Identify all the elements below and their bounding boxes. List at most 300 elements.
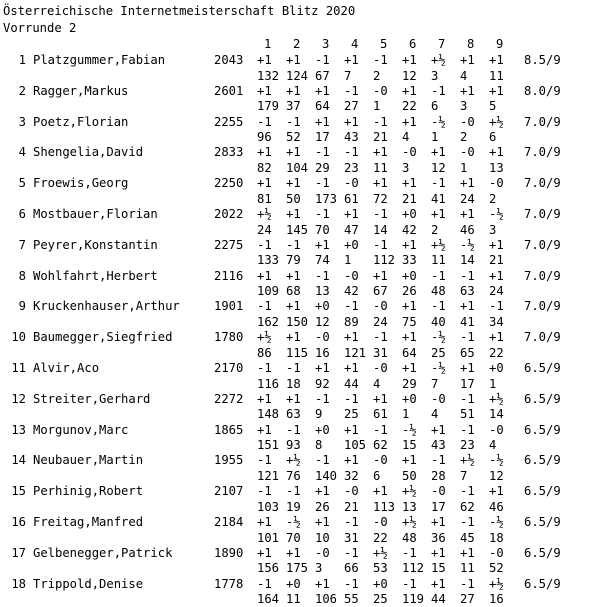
- player-name: Baumegger,Siegfried: [33, 330, 173, 345]
- player-rank: 16: [11, 515, 26, 529]
- round-header-8: 8: [467, 37, 475, 51]
- round-result: -1: [257, 453, 272, 468]
- round-result: +0: [402, 268, 417, 283]
- round-opponent: 119: [402, 592, 425, 607]
- player-name: Ragger,Markus: [33, 83, 129, 98]
- round-result: -1: [344, 545, 359, 560]
- round-result: -1: [460, 576, 475, 591]
- round-result: -1: [373, 330, 388, 345]
- round-result: -0: [373, 453, 388, 468]
- round-result: +0: [402, 207, 417, 221]
- round-result: +½: [257, 330, 272, 345]
- round-result: +1: [402, 299, 417, 314]
- player-score: 6.5/9: [524, 361, 561, 375]
- round-header-5: 5: [380, 37, 388, 51]
- round-opponent: 42: [344, 284, 359, 299]
- player-score: 6.5/9: [524, 453, 561, 468]
- player-rating: 1890: [214, 545, 244, 560]
- round-opponent: 121: [257, 468, 280, 483]
- player-score: 7.0/9: [524, 268, 561, 283]
- round-result: +1: [315, 361, 330, 375]
- round-result: -1: [373, 53, 388, 67]
- round-opponent: 6: [373, 468, 381, 483]
- player-rank: 14: [11, 453, 26, 468]
- player-rating: 1955: [214, 453, 244, 468]
- round-opponent: 18: [489, 530, 504, 545]
- player-name: Freitag,Manfred: [33, 515, 144, 529]
- round-result: +1: [431, 207, 446, 221]
- round-result: +½: [431, 53, 446, 67]
- round-opponent: 27: [344, 99, 359, 114]
- round-opponent: 1: [431, 130, 439, 145]
- player-rating: 2250: [214, 176, 244, 191]
- round-result: +1: [286, 145, 301, 160]
- round-opponent: 7: [344, 68, 352, 83]
- round-opponent: 3: [402, 160, 410, 175]
- player-score: 7.0/9: [524, 207, 561, 221]
- round-result: -0: [373, 515, 388, 529]
- player-name: Kruckenhauser,Arthur: [33, 299, 180, 314]
- round-opponent: 36: [431, 530, 446, 545]
- round-opponent: 67: [315, 68, 330, 83]
- round-result: -1: [373, 237, 388, 252]
- player-rank: 3: [18, 114, 26, 129]
- round-result: -1: [431, 176, 446, 191]
- player-rank: 15: [11, 484, 26, 499]
- player-name: Trippold,Denise: [33, 576, 144, 591]
- round-opponent: 156: [257, 561, 280, 576]
- round-result: -1: [315, 207, 330, 221]
- round-opponent: 23: [344, 160, 359, 175]
- round-opponent: 22: [489, 345, 504, 360]
- round-result: +1: [373, 268, 388, 283]
- round-opponent: 46: [460, 222, 475, 237]
- round-opponent: 12: [489, 468, 504, 483]
- round-result: +1: [257, 422, 272, 437]
- player-rating: 1901: [214, 299, 244, 314]
- round-result: -½: [431, 330, 446, 345]
- round-result: +1: [257, 83, 272, 98]
- round-result: -½: [402, 422, 417, 437]
- round-result: +0: [315, 299, 330, 314]
- round-opponent: 81: [257, 191, 272, 206]
- round-opponent: 52: [286, 130, 301, 145]
- player-score: 6.5/9: [524, 576, 561, 591]
- round-opponent: 2: [460, 130, 468, 145]
- player-rank: 4: [18, 145, 26, 160]
- player-rating: 2022: [214, 207, 244, 221]
- round-opponent: 17: [431, 499, 446, 514]
- round-result: -1: [315, 453, 330, 468]
- player-rating: 2833: [214, 145, 244, 160]
- round-opponent: 25: [344, 407, 359, 422]
- round-opponent: 19: [286, 499, 301, 514]
- round-result: +½: [431, 237, 446, 252]
- round-result: +0: [286, 576, 301, 591]
- player-name: Froewis,Georg: [33, 176, 129, 191]
- round-result: +1: [431, 576, 446, 591]
- round-opponent: 93: [286, 438, 301, 453]
- round-opponent: 7: [431, 376, 439, 391]
- round-opponent: 14: [489, 407, 504, 422]
- round-opponent: 150: [286, 314, 309, 329]
- round-result: +1: [402, 176, 417, 191]
- round-opponent: 62: [373, 438, 388, 453]
- round-result: +1: [315, 83, 330, 98]
- player-rating: 2255: [214, 114, 244, 129]
- player-rating: 2116: [214, 268, 244, 283]
- round-opponent: 4: [431, 407, 439, 422]
- round-opponent: 6: [489, 130, 497, 145]
- round-opponent: 151: [257, 438, 280, 453]
- round-opponent: 64: [315, 99, 330, 114]
- round-opponent: 2: [431, 222, 439, 237]
- round-result: -1: [286, 422, 301, 437]
- round-result: +1: [344, 207, 359, 221]
- round-result: -½: [489, 207, 504, 221]
- round-opponent: 6: [431, 99, 439, 114]
- player-name: Poetz,Florian: [33, 114, 129, 129]
- round-opponent: 101: [257, 530, 280, 545]
- round-result: -0: [344, 484, 359, 499]
- round-opponent: 68: [286, 284, 301, 299]
- round-opponent: 1: [373, 99, 381, 114]
- round-opponent: 21: [402, 191, 417, 206]
- round-result: -1: [344, 576, 359, 591]
- round-opponent: 82: [257, 160, 272, 175]
- round-result: +1: [460, 53, 475, 67]
- round-result: +1: [286, 83, 301, 98]
- player-rating: 2275: [214, 237, 244, 252]
- round-opponent: 32: [344, 468, 359, 483]
- round-header-1: 1: [264, 37, 272, 51]
- round-opponent: 179: [257, 99, 280, 114]
- player-rank: 11: [11, 361, 26, 375]
- round-result: +1: [402, 83, 417, 98]
- round-opponent: 52: [489, 561, 504, 576]
- round-opponent: 14: [460, 253, 475, 268]
- round-result: -½: [460, 237, 475, 252]
- round-opponent: 1: [344, 253, 352, 268]
- round-opponent: 96: [257, 130, 272, 145]
- round-opponent: 24: [489, 284, 504, 299]
- player-score: 7.0/9: [524, 330, 561, 345]
- player-score: 6.5/9: [524, 484, 561, 499]
- player-name: Streiter,Gerhard: [33, 391, 151, 406]
- round-result: +1: [489, 330, 504, 345]
- round-result: -½: [286, 515, 301, 529]
- round-opponent: 66: [344, 561, 359, 576]
- round-opponent: 105: [344, 438, 367, 453]
- round-opponent: 43: [344, 130, 359, 145]
- round-result: -1: [257, 361, 272, 375]
- round-result: +1: [373, 176, 388, 191]
- round-opponent: 5: [489, 99, 497, 114]
- round-result: -0: [373, 83, 388, 98]
- round-result: -0: [489, 545, 504, 560]
- round-result: +½: [489, 114, 504, 129]
- round-opponent: 13: [402, 499, 417, 514]
- round-header-2: 2: [293, 37, 301, 51]
- round-result: -1: [257, 237, 272, 252]
- round-opponent: 3: [315, 561, 323, 576]
- round-result: +1: [402, 237, 417, 252]
- round-result: +0: [489, 361, 504, 375]
- player-rating: 2170: [214, 361, 244, 375]
- round-result: -0: [431, 391, 446, 406]
- round-opponent: 29: [315, 160, 330, 175]
- player-rank: 10: [11, 330, 26, 345]
- round-result: +1: [344, 422, 359, 437]
- round-result: +1: [402, 53, 417, 67]
- round-result: -1: [373, 422, 388, 437]
- document-subtitle: Vorrunde 2: [3, 21, 77, 35]
- round-opponent: 42: [402, 222, 417, 237]
- round-opponent: 41: [431, 191, 446, 206]
- player-name: Shengelia,David: [33, 145, 144, 160]
- round-opponent: 75: [402, 314, 417, 329]
- player-rating: 2272: [214, 391, 244, 406]
- round-result: +1: [460, 299, 475, 314]
- player-rank: 9: [18, 299, 26, 314]
- round-opponent: 61: [344, 191, 359, 206]
- player-rating: 2601: [214, 83, 244, 98]
- round-result: -0: [489, 176, 504, 191]
- round-opponent: 14: [373, 222, 388, 237]
- round-result: -0: [460, 145, 475, 160]
- round-opponent: 1: [489, 376, 497, 391]
- round-result: +½: [460, 453, 475, 468]
- round-opponent: 45: [460, 530, 475, 545]
- round-result: -1: [460, 268, 475, 283]
- round-result: +1: [431, 515, 446, 529]
- round-opponent: 148: [257, 407, 280, 422]
- round-result: -1: [460, 515, 475, 529]
- round-opponent: 24: [257, 222, 272, 237]
- round-result: +1: [431, 145, 446, 160]
- round-result: +1: [286, 299, 301, 314]
- round-result: -1: [257, 576, 272, 591]
- round-result: -1: [315, 268, 330, 283]
- round-result: +1: [257, 515, 272, 529]
- round-opponent: 70: [315, 222, 330, 237]
- player-rank: 12: [11, 391, 26, 406]
- player-rating: 1865: [214, 422, 244, 437]
- round-result: +1: [286, 207, 301, 221]
- player-score: 7.0/9: [524, 114, 561, 129]
- round-opponent: 53: [373, 561, 388, 576]
- round-opponent: 133: [257, 253, 280, 268]
- round-result: +1: [431, 545, 446, 560]
- player-rank: 8: [18, 268, 26, 283]
- round-header-4: 4: [351, 37, 359, 51]
- round-result: -1: [315, 391, 330, 406]
- round-opponent: 112: [402, 561, 425, 576]
- round-opponent: 109: [257, 284, 280, 299]
- round-result: +1: [315, 237, 330, 252]
- round-result: +1: [489, 145, 504, 160]
- round-result: +0: [402, 391, 417, 406]
- round-opponent: 162: [257, 314, 280, 329]
- player-name: Platzgummer,Fabian: [33, 53, 166, 67]
- player-rank: 2: [18, 83, 26, 98]
- round-result: -1: [257, 484, 272, 499]
- round-opponent: 175: [286, 561, 309, 576]
- round-result: -1: [315, 145, 330, 160]
- round-result: -½: [489, 453, 504, 468]
- round-opponent: 21: [373, 130, 388, 145]
- round-header-3: 3: [322, 37, 330, 51]
- player-score: 7.0/9: [524, 299, 561, 314]
- round-result: +1: [373, 145, 388, 160]
- round-opponent: 11: [489, 68, 504, 83]
- round-result: +1: [489, 83, 504, 98]
- round-opponent: 79: [286, 253, 301, 268]
- round-opponent: 12: [315, 314, 330, 329]
- round-result: -1: [460, 391, 475, 406]
- round-opponent: 27: [460, 592, 475, 607]
- round-result: -1: [373, 114, 388, 129]
- round-result: +1: [315, 484, 330, 499]
- round-result: +1: [373, 391, 388, 406]
- round-opponent: 9: [315, 407, 323, 422]
- round-header-6: 6: [409, 37, 417, 51]
- round-result: -1: [489, 299, 504, 314]
- round-opponent: 116: [257, 376, 280, 391]
- round-opponent: 13: [489, 160, 504, 175]
- round-opponent: 106: [315, 592, 338, 607]
- round-result: +1: [344, 53, 359, 67]
- player-score: 6.5/9: [524, 422, 561, 437]
- round-opponent: 25: [431, 345, 446, 360]
- round-result: -0: [489, 422, 504, 437]
- round-opponent: 15: [402, 438, 417, 453]
- round-opponent: 28: [431, 468, 446, 483]
- player-name: Peyrer,Konstantin: [33, 237, 158, 252]
- round-opponent: 2: [489, 191, 497, 206]
- round-opponent: 63: [460, 284, 475, 299]
- round-result: +1: [460, 361, 475, 375]
- round-result: -1: [344, 515, 359, 529]
- round-result: -0: [315, 545, 330, 560]
- round-opponent: 16: [315, 345, 330, 360]
- round-opponent: 18: [286, 376, 301, 391]
- round-opponent: 21: [344, 499, 359, 514]
- round-opponent: 7: [460, 468, 468, 483]
- round-result: +1: [489, 53, 504, 67]
- round-result: +0: [315, 422, 330, 437]
- round-opponent: 43: [431, 438, 446, 453]
- round-result: -1: [373, 207, 388, 221]
- round-result: -½: [489, 515, 504, 529]
- round-opponent: 62: [460, 499, 475, 514]
- round-opponent: 115: [286, 345, 309, 360]
- round-result: +1: [344, 330, 359, 345]
- player-rating: 1780: [214, 330, 244, 345]
- round-result: +1: [315, 515, 330, 529]
- round-result: +1: [344, 361, 359, 375]
- round-result: +1: [373, 484, 388, 499]
- round-opponent: 22: [402, 99, 417, 114]
- round-opponent: 12: [431, 160, 446, 175]
- round-result: +1: [286, 268, 301, 283]
- round-result: +1: [489, 268, 504, 283]
- round-result: +1: [489, 484, 504, 499]
- round-result: -1: [286, 484, 301, 499]
- round-result: +½: [373, 545, 388, 560]
- round-result: -1: [431, 453, 446, 468]
- round-result: +1: [286, 176, 301, 191]
- round-opponent: 22: [373, 530, 388, 545]
- round-result: -0: [431, 484, 446, 499]
- round-opponent: 124: [286, 68, 309, 83]
- round-opponent: 55: [344, 592, 359, 607]
- round-result: +1: [257, 53, 272, 67]
- round-opponent: 51: [460, 407, 475, 422]
- round-opponent: 47: [344, 222, 359, 237]
- round-opponent: 72: [373, 191, 388, 206]
- round-opponent: 61: [373, 407, 388, 422]
- round-opponent: 3: [431, 68, 439, 83]
- round-opponent: 67: [373, 284, 388, 299]
- round-result: +1: [344, 114, 359, 129]
- player-rank: 7: [18, 237, 26, 252]
- player-score: 6.5/9: [524, 391, 561, 406]
- round-result: +1: [460, 207, 475, 221]
- round-result: +1: [460, 83, 475, 98]
- player-rating: 2184: [214, 515, 244, 529]
- player-score: 8.5/9: [524, 53, 561, 67]
- round-header-9: 9: [496, 37, 504, 51]
- round-opponent: 31: [373, 345, 388, 360]
- round-opponent: 46: [489, 499, 504, 514]
- round-opponent: 1: [460, 160, 468, 175]
- round-opponent: 76: [286, 468, 301, 483]
- round-opponent: 1: [402, 407, 410, 422]
- round-opponent: 4: [373, 376, 381, 391]
- round-opponent: 34: [489, 314, 504, 329]
- round-opponent: 37: [286, 99, 301, 114]
- round-opponent: 50: [402, 468, 417, 483]
- round-result: +1: [286, 391, 301, 406]
- round-opponent: 4: [402, 130, 410, 145]
- round-opponent: 173: [315, 191, 338, 206]
- round-opponent: 10: [315, 530, 330, 545]
- player-name: Perhinig,Robert: [33, 484, 144, 499]
- round-opponent: 44: [431, 592, 446, 607]
- round-result: -1: [431, 299, 446, 314]
- player-score: 7.0/9: [524, 176, 561, 191]
- player-name: Morgunov,Marc: [33, 422, 129, 437]
- player-name: Neubauer,Martin: [33, 453, 144, 468]
- round-result: +1: [431, 422, 446, 437]
- round-opponent: 92: [315, 376, 330, 391]
- player-score: 7.0/9: [524, 237, 561, 252]
- round-opponent: 74: [315, 253, 330, 268]
- player-rank: 13: [11, 422, 26, 437]
- round-opponent: 50: [286, 191, 301, 206]
- round-opponent: 4: [489, 438, 497, 453]
- round-opponent: 11: [460, 561, 475, 576]
- round-result: +1: [257, 545, 272, 560]
- player-score: 7.0/9: [524, 145, 561, 160]
- player-rating: 2043: [214, 53, 244, 67]
- round-opponent: 64: [402, 345, 417, 360]
- round-opponent: 140: [315, 468, 338, 483]
- round-opponent: 25: [373, 592, 388, 607]
- round-result: +1: [460, 176, 475, 191]
- round-opponent: 17: [460, 376, 475, 391]
